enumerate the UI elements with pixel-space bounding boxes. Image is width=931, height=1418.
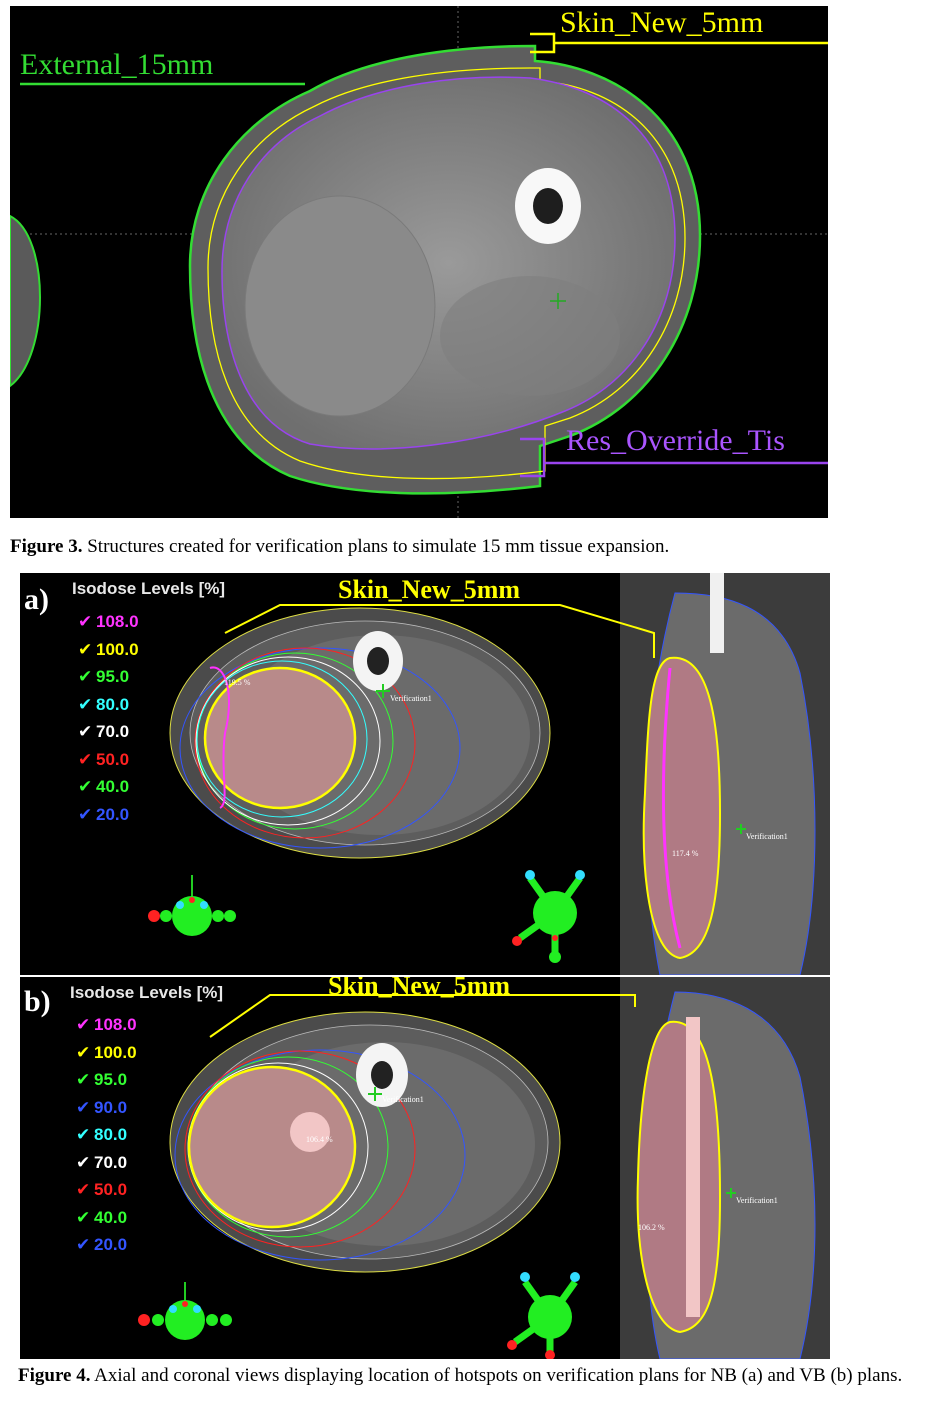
figure4a-scan-graphic xyxy=(20,573,830,975)
isodose-level-value: 40.0 xyxy=(94,1207,128,1227)
figure4-caption-label: Figure 4. xyxy=(18,1365,91,1386)
verification-coronal-b: Verification1 xyxy=(736,1196,778,1205)
isodose-level-value: 70.0 xyxy=(96,722,130,741)
isodose-level-item xyxy=(78,691,139,719)
isodose-level-item xyxy=(76,1039,137,1067)
isodose-level-value: 108.0 xyxy=(94,1015,137,1034)
skin-new-5mm-label-a: Skin_New_5mm xyxy=(338,575,521,604)
hotspot-axial-b: 106.4 % xyxy=(306,1135,333,1144)
checkmark-icon: ✔ xyxy=(76,1015,91,1034)
figure4b-panel xyxy=(20,977,830,1359)
checkmark-icon: ✔ xyxy=(78,639,93,659)
checkmark-icon: ✔ xyxy=(78,804,93,824)
checkmark-icon: ✔ xyxy=(78,777,93,796)
skin-new-5mm-label-b: Skin_New_5mm xyxy=(328,977,511,1000)
checkmark-icon: ✔ xyxy=(76,1180,91,1199)
checkmark-icon: ✔ xyxy=(76,1097,91,1117)
hotspot-coronal-a: 117.4 % xyxy=(672,849,699,858)
isodose-level-value: 20.0 xyxy=(96,804,130,824)
hotspot-coronal-b: 106.2 % xyxy=(638,1223,665,1232)
checkmark-icon: ✔ xyxy=(78,749,93,769)
figure4b-scan-graphic xyxy=(20,977,830,1359)
isodose-levels-title-a: Isodose Levels [%] xyxy=(72,579,226,598)
isodose-level-value: 95.0 xyxy=(94,1070,128,1089)
isodose-level-value: 50.0 xyxy=(96,749,130,769)
checkmark-icon: ✔ xyxy=(78,612,93,631)
isodose-level-item xyxy=(76,1149,137,1177)
isodose-level-item xyxy=(76,1011,137,1039)
isodose-level-value: 90.0 xyxy=(94,1097,128,1117)
checkmark-icon: ✔ xyxy=(76,1070,91,1089)
skin-new-5mm-label: Skin_New_5mm xyxy=(560,6,764,39)
isodose-level-item xyxy=(78,773,139,801)
isodose-level-value: 40.0 xyxy=(96,777,130,796)
isodose-level-value: 100.0 xyxy=(96,639,139,659)
figure4a-panel xyxy=(20,573,830,975)
checkmark-icon: ✔ xyxy=(76,1152,91,1172)
checkmark-icon: ✔ xyxy=(76,1042,91,1062)
isodose-level-item xyxy=(76,1094,137,1122)
figure4-caption xyxy=(18,1364,923,1388)
isodose-levels-list-a xyxy=(78,608,139,828)
isodose-level-value: 80.0 xyxy=(96,694,130,714)
isodose-level-value: 95.0 xyxy=(96,667,130,686)
isodose-level-item xyxy=(76,1231,137,1259)
verification-axial-a: Verification1 xyxy=(390,694,432,703)
isodose-level-value: 70.0 xyxy=(94,1152,128,1172)
hotspot-axial-a: 119.5 % xyxy=(224,678,251,687)
isodose-level-item xyxy=(76,1066,137,1094)
checkmark-icon: ✔ xyxy=(78,722,93,741)
checkmark-icon: ✔ xyxy=(78,667,93,686)
isodose-level-item xyxy=(78,718,139,746)
isodose-level-item xyxy=(76,1176,137,1204)
verification-coronal-a: Verification1 xyxy=(746,832,788,841)
figure3-caption-label: Figure 3. xyxy=(10,536,83,557)
isodose-level-item xyxy=(78,746,139,774)
isodose-level-item xyxy=(78,636,139,664)
isodose-level-item xyxy=(76,1121,137,1149)
panel-a-letter: a) xyxy=(24,583,49,616)
figure3-caption-text: Structures created for verification plans to simulate 15 mm tissue expansion. xyxy=(82,536,670,557)
isodose-level-value: 108.0 xyxy=(96,612,139,631)
figure3-ct-image xyxy=(10,6,828,518)
isodose-levels-title-b: Isodose Levels [%] xyxy=(70,983,224,1002)
figure4-caption-text: Axial and coronal views displaying location of hotspots on verification plans for NB (a) and VB (b) plans. xyxy=(90,1365,903,1386)
isodose-level-value: 20.0 xyxy=(94,1235,128,1254)
isodose-level-value: 50.0 xyxy=(94,1180,128,1199)
isodose-level-item xyxy=(76,1204,137,1232)
isodose-level-item xyxy=(78,608,139,636)
isodose-level-value: 100.0 xyxy=(94,1042,137,1062)
isodose-levels-list-b xyxy=(76,1011,137,1259)
external-15mm-label: External_15mm xyxy=(20,48,214,81)
checkmark-icon: ✔ xyxy=(76,1207,91,1227)
checkmark-icon: ✔ xyxy=(78,694,93,714)
isodose-level-item xyxy=(78,663,139,691)
res-override-tis-label: Res_Override_Tis xyxy=(566,424,785,457)
figure3-caption xyxy=(10,535,669,559)
checkmark-icon: ✔ xyxy=(76,1125,91,1144)
verification-axial-b: Verification1 xyxy=(382,1095,424,1104)
checkmark-icon: ✔ xyxy=(76,1235,91,1254)
panel-b-letter: b) xyxy=(24,985,51,1018)
isodose-level-item xyxy=(78,801,139,829)
isodose-level-value: 80.0 xyxy=(94,1125,128,1144)
